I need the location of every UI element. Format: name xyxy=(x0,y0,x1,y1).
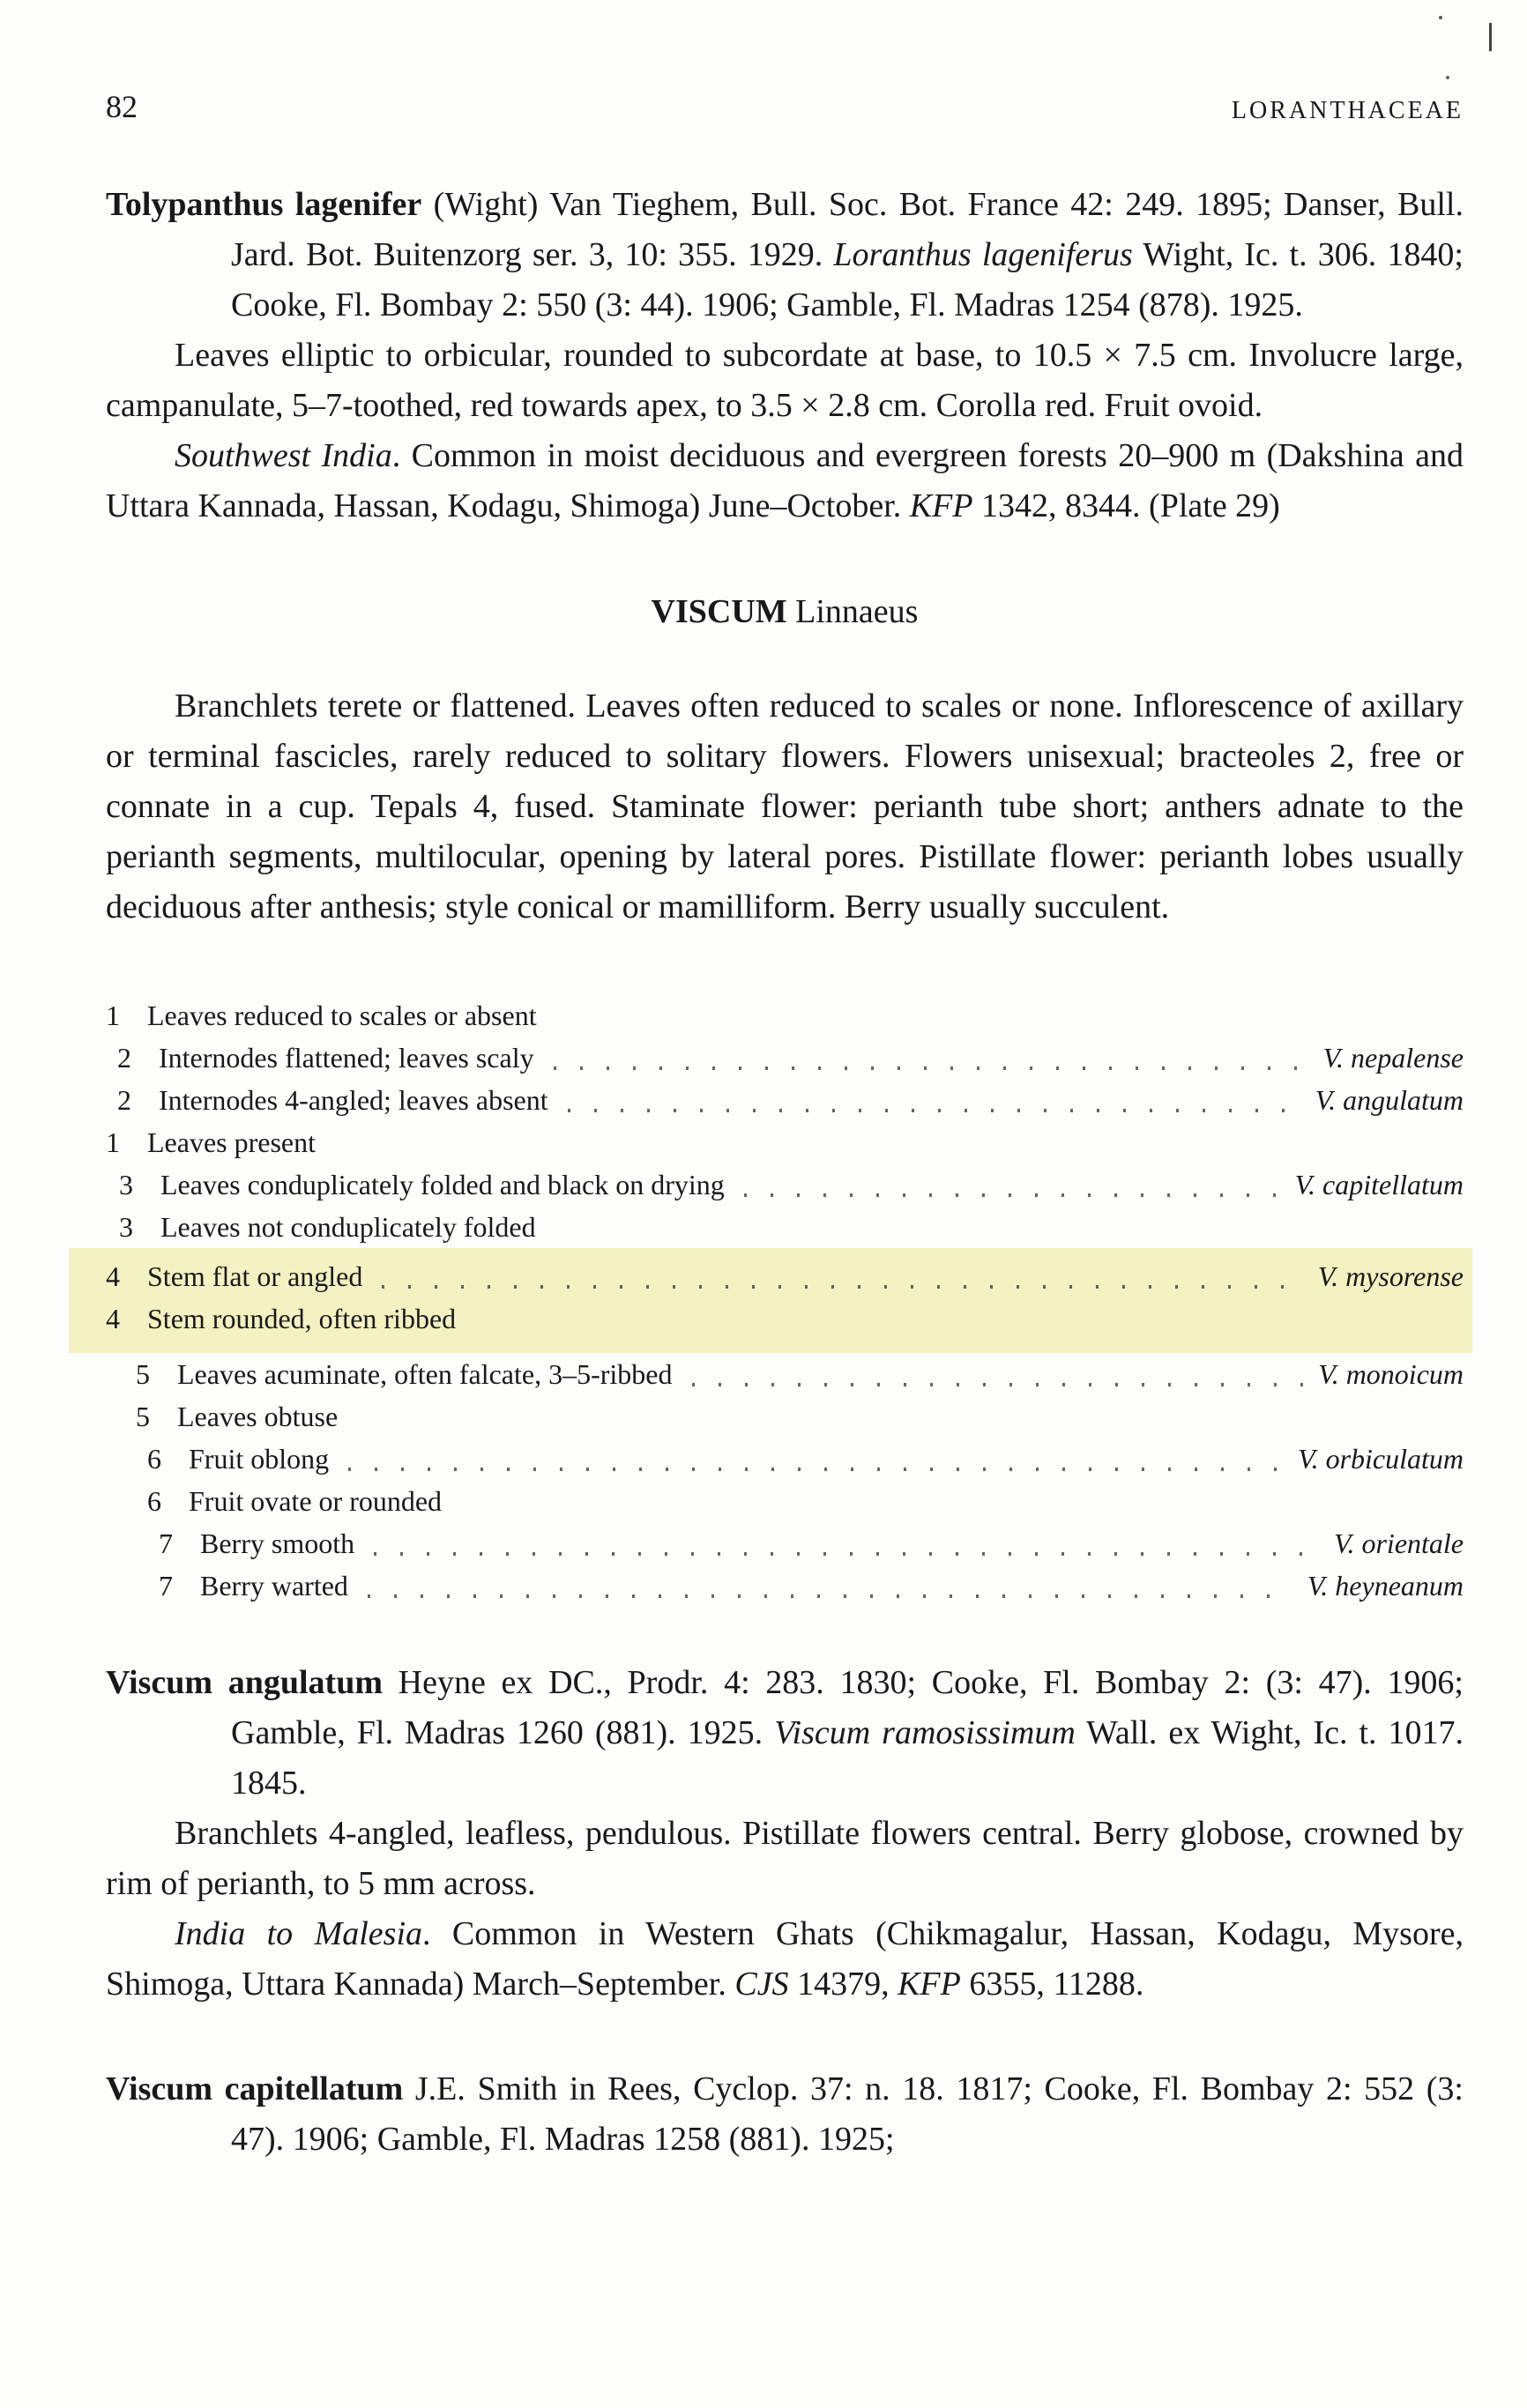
key-row xyxy=(106,1438,1464,1480)
key-couplet-number: 2 xyxy=(117,1042,131,1074)
key-row xyxy=(106,1480,1464,1522)
species-distribution-viscum-angulatum: India to Malesia. Common in Western Ghats (Chikmagalur, Hassan, Kodagu, Mysore, Shimoga, Uttara Kannada) March–September. CJS 14379, KFP 6355, 11288. xyxy=(106,1915,1464,2003)
dot-leader xyxy=(368,1594,1293,1598)
key-row-highlighted xyxy=(69,1297,1472,1353)
key-couplet-number: 3 xyxy=(119,1211,133,1243)
key-couplet-number: 4 xyxy=(106,1303,120,1334)
running-head-family: LORANTHACEAE xyxy=(1231,97,1464,124)
page-header xyxy=(106,85,1464,125)
key-row xyxy=(106,1353,1464,1395)
key-lead-text: Leaves reduced to scales or absent xyxy=(147,1000,537,1031)
key-couplet-number: 6 xyxy=(147,1485,161,1517)
key-couplet-number: 4 xyxy=(106,1260,120,1292)
key-couplet-number: 3 xyxy=(119,1169,133,1200)
key-lead-text: Leaves present xyxy=(147,1126,317,1158)
key-row xyxy=(106,1079,1464,1121)
dot-leader xyxy=(348,1468,1284,1471)
key-species-name: V. orbiculatum xyxy=(1298,1443,1464,1475)
genus-heading-viscum: VISCUM Linnaeus xyxy=(651,593,919,630)
species-citation-viscum-angulatum: Viscum angulatum Heyne ex DC., Prodr. 4: 283. 1830; Cooke, Fl. Bombay 2: (3: 47). 1906; Gamble, Fl. Madras 1260 (881). 1925. Viscum ramosissimum Wall. ex Wight, Ic. t. 1017. 1845. xyxy=(106,1664,1464,1802)
key-couplet-number: 7 xyxy=(159,1570,173,1602)
dot-leader xyxy=(554,1067,1309,1070)
key-couplet-number: 6 xyxy=(147,1443,161,1475)
key-row xyxy=(106,994,1464,1037)
key-species-name: V. heyneanum xyxy=(1307,1570,1464,1602)
key-lead-text: Berry smooth xyxy=(200,1527,355,1559)
key-row xyxy=(106,1206,1464,1248)
key-couplet-number: 1 xyxy=(106,1000,120,1031)
key-lead-text: Berry warted xyxy=(200,1570,348,1602)
species-citation-viscum-capitellatum: Viscum capitellatum J.E. Smith in Rees, Cyclop. 37: n. 18. 1817; Cooke, Fl. Bombay 2: 552 (3: 47). 1906; Gamble, Fl. Madras 1258 (881). 1925; xyxy=(106,2070,1464,2158)
dichotomous-key xyxy=(106,994,1464,1607)
species-description-tolypanthus: Leaves elliptic to orbicular, rounded to subcordate at base, to 10.5 × 7.5 cm. Involucre large, campanulate, 5–7-toothed, red towards apex, to 3.5 × 2.8 cm. Corolla red. Fruit ovoid. xyxy=(106,337,1464,424)
key-species-name: V. nepalense xyxy=(1322,1042,1464,1074)
key-row xyxy=(106,1522,1464,1564)
key-species-name: V. angulatum xyxy=(1315,1084,1464,1116)
page-number: 82 xyxy=(106,89,138,124)
key-lead-text: Leaves not conduplicately folded xyxy=(160,1211,536,1243)
genus-description-viscum: Branchlets terete or flattened. Leaves often reduced to scales or none. Inflorescence of axillary or terminal fascicles, rarely reduced to solitary flowers. Flowers unisexual; bracteoles 2, free or connate in a cup. Tepals 4, fused. Staminate flower: perianth tube short; anthers adnate to the perianth segments, multilocular, opening by lateral pores. Pistillate flower: perianth lobes usually deciduous after anthesis; style conical or mamilliform. Berry usually succulent. xyxy=(106,687,1464,925)
key-lead-text: Fruit oblong xyxy=(189,1443,330,1475)
species-distribution-tolypanthus: Southwest India. Common in moist deciduous and evergreen forests 20–900 m (Dakshina and Uttara Kannada, Hassan, Kodagu, Shimoga) June–October. KFP 1342, 8344. (Plate 29) xyxy=(106,437,1464,524)
key-row xyxy=(106,1037,1464,1079)
key-species-name: V. orientale xyxy=(1334,1527,1464,1559)
key-row-highlighted xyxy=(69,1248,1472,1297)
dot-leader xyxy=(692,1383,1305,1386)
key-row xyxy=(106,1564,1464,1607)
species-description-viscum-angulatum: Branchlets 4-angled, leafless, pendulous. Pistillate flowers central. Berry globose, crowned by rim of perianth, to 5 mm across. xyxy=(106,1815,1464,1902)
key-row xyxy=(106,1395,1464,1438)
key-lead-text: Leaves acuminate, often falcate, 3–5-ribbed xyxy=(177,1358,673,1390)
key-couplet-number: 2 xyxy=(117,1084,131,1116)
key-couplet-number: 5 xyxy=(136,1358,150,1390)
key-couplet-number: 7 xyxy=(159,1527,173,1559)
dot-leader xyxy=(744,1193,1281,1197)
scan-artifact-dot xyxy=(1439,16,1442,19)
key-lead-text: Fruit ovate or rounded xyxy=(189,1485,443,1517)
key-row xyxy=(106,1163,1464,1206)
key-species-name: V. monoicum xyxy=(1318,1358,1464,1390)
key-row xyxy=(106,1121,1464,1163)
scan-artifact-line xyxy=(1489,23,1492,51)
key-species-name: V. mysorense xyxy=(1317,1260,1464,1292)
key-species-name: V. capitellatum xyxy=(1294,1169,1464,1200)
scan-artifact-dot xyxy=(1446,76,1449,79)
key-couplet-number: 5 xyxy=(136,1401,150,1432)
dot-leader xyxy=(382,1285,1303,1289)
key-lead-text: Stem rounded, often ribbed xyxy=(147,1303,457,1334)
species-citation-tolypanthus-lagenifer: Tolypanthus lagenifer (Wight) Van Tieghem, Bull. Soc. Bot. France 42: 249. 1895; Danser, Bull. Jard. Bot. Buitenzorg ser. 3, 10: 355. 1929. Loranthus lageniferus Wight, Ic. t. 306. 1840; Cooke, Fl. Bombay 2: 550 (3: 44). 1906; Gamble, Fl. Madras 1254 (878). 1925. xyxy=(106,186,1464,323)
key-lead-text: Internodes 4-angled; leaves absent xyxy=(159,1084,548,1116)
dot-leader xyxy=(374,1552,1320,1556)
key-lead-text: Internodes flattened; leaves scaly xyxy=(159,1042,534,1074)
key-couplet-number: 1 xyxy=(106,1126,120,1158)
key-lead-text: Leaves obtuse xyxy=(177,1401,339,1432)
key-lead-text: Leaves conduplicately folded and black on drying xyxy=(160,1169,725,1200)
dot-leader xyxy=(568,1109,1301,1112)
key-lead-text: Stem flat or angled xyxy=(147,1260,363,1292)
